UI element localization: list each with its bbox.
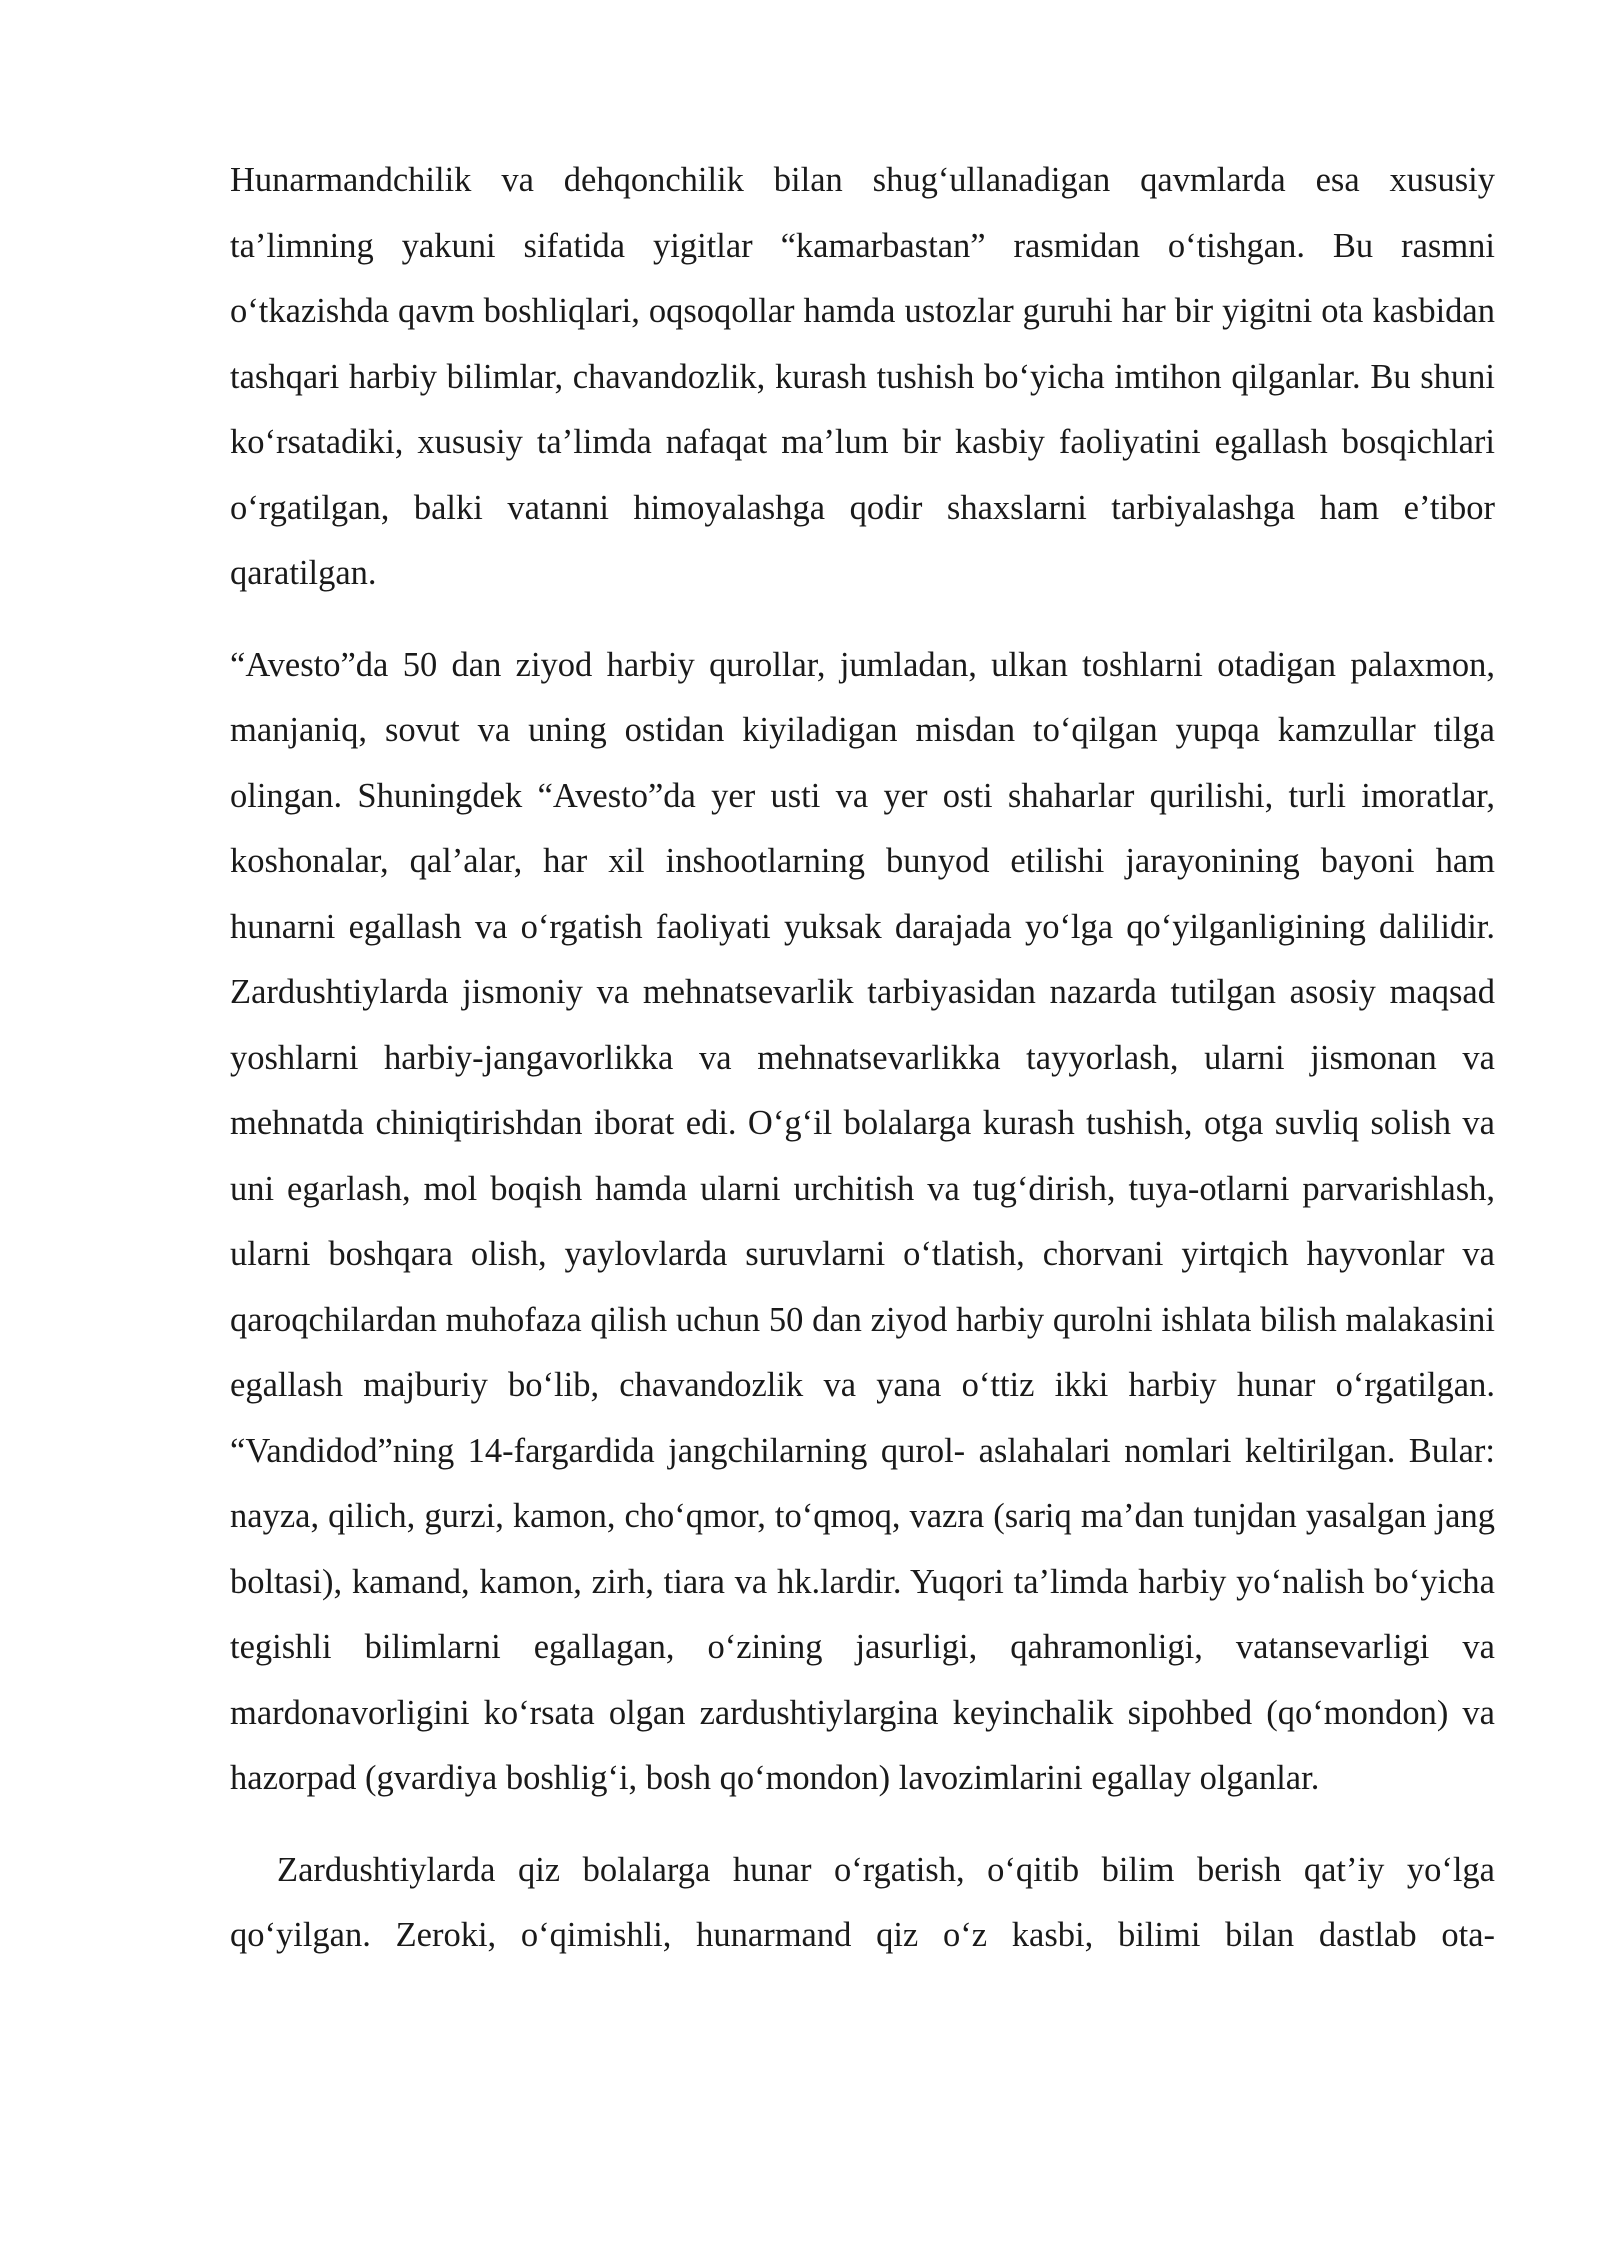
body-text bbox=[230, 148, 1495, 1969]
paragraph-kamarbastan: Hunarmandchilik va dehqonchilik bilan shug‘ullanadigan qavmlarda esa xususiy ta’limning yakuni sifatida yigitlar “kamarbastan” rasmidan o‘tishgan. Bu rasmni o‘tkazishda qavm boshliqlari, oqsoqollar hamda ustozlar guruhi har bir yigitni ota kasbidan tashqari harbiy bilimlar, chavandozlik, kurash tushish bo‘yicha imtihon qilganlar. Bu shuni ko‘rsatadiki, xususiy ta’limda nafaqat ma’lum bir kasbiy faoliyatini egallash bosqichlari o‘rgatilgan, balki vatanni himoyalashga qodir shaxslarni tarbiyalashga ham e’tibor qaratilgan. bbox=[230, 161, 1495, 592]
paragraph-avesto-weapons: “Avesto”da 50 dan ziyod harbiy qurollar, jumladan, ulkan toshlarni otadigan palaxmon, manjaniq, sovut va uning ostidan kiyiladigan misdan to‘qilgan yupqa kamzullar tilga olingan. Shuningdek “Avesto”da yer usti va yer osti shaharlar qurilishi, turli imoratlar, koshonalar, qal’alar, har xil inshootlarning bunyod etilishi jarayonining bayoni ham hunarni egallash va o‘rgatish faoliyati yuksak darajada yo‘lga qo‘yilganligining dalilidir. Zardushtiylarda jismoniy va mehnatsevarlik tarbiyasidan nazarda tutilgan asosiy maqsad yoshlarni harbiy-jangavorlikka va mehnatsevarlikka tayyorlash, ularni jismonan va mehnatda chiniqtirishdan iborat edi. O‘g‘il bolalarga kurash tushish, otga suvliq solish va uni egarlash, mol boqish hamda ularni urchitish va tug‘dirish, tuya-otlarni parvarishlash, ularni boshqara olish, yaylovlarda suruvlarni o‘tlatish, chorvani yirtqich hayvonlar va qaroqchilardan muhofaza qilish uchun 50 dan ziyod harbiy qurolni ishlata bilish malakasini egallash majburiy bo‘lib, chavandozlik va yana o‘ttiz ikki harbiy hunar o‘rgatilgan. “Vandidod”ning 14-fargardida jangchilarning qurol- aslahalari nomlari keltirilgan. Bular: nayza, qilich, gurzi, kamon, cho‘qmor, to‘qmoq, vazra (sariq ma’dan tunjdan yasalgan jang boltasi), kamand, kamon, zirh, tiara va hk.lardir. Yuqori ta’limda harbiy yo‘nalish bo‘yicha tegishli bilimlarni egallagan, o‘zining jasurligi, qahramonligi, vatansevarligi va mardonavorligini ko‘rsata olgan zardushtiylargina keyinchalik sipohbed (qo‘mondon) va hazorpad (gvardiya boshlig‘i, bosh qo‘mondon) lavozimlarini egallay olganlar. bbox=[230, 645, 1495, 1797]
paragraph-girls-education: Zardushtiylarda qiz bolalarga hunar o‘rgatish, o‘qitib bilim berish qat’iy yo‘lga qo‘yilgan. Zeroki, o‘qimishli, hunarmand qiz o‘z kasbi, bilimi bilan dastlab ota- bbox=[230, 1850, 1495, 1954]
